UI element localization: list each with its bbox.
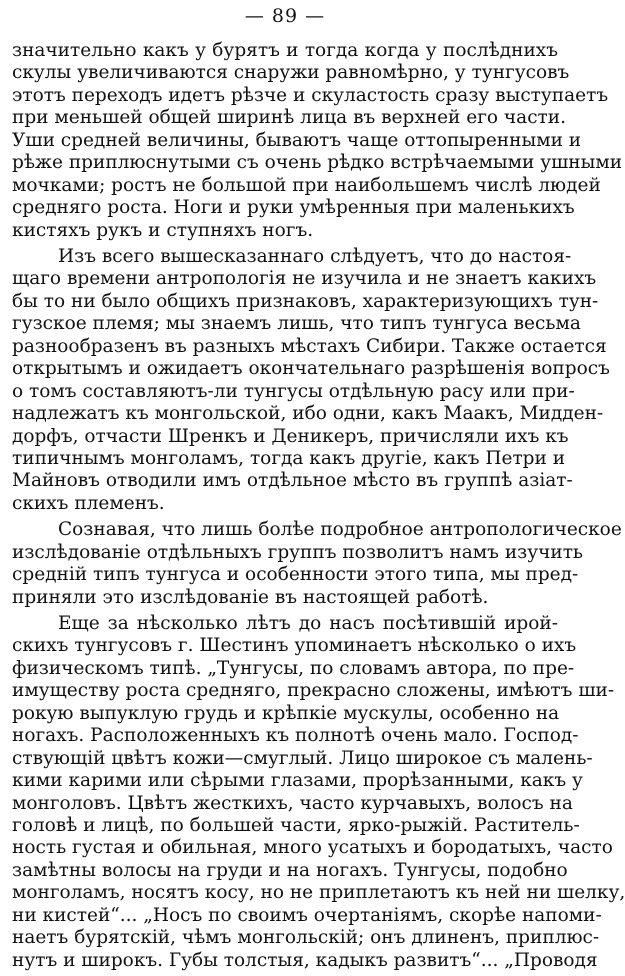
text-line: нутъ и широкъ. Губы толстыя, кадыкъ развитъ“... „Проводя xyxy=(12,949,598,971)
text-line: мочками; ростъ не большой при наибольшемъ числѣ людей xyxy=(12,174,601,196)
text-line: этотъ переходъ идетъ рѣзче и скуластость сразу выступаетъ xyxy=(12,84,609,106)
text-line: гузское племя; мы знаемъ лишь, что типъ тунгуса весьма xyxy=(12,313,581,335)
text-line: средняго роста. Ноги и руки умѣренныя при маленькихъ xyxy=(12,197,575,219)
text-line: при меньшей общей ширинѣ лица въ верхней его части. xyxy=(12,107,566,129)
text-line: Еще за нѣсколько лѣтъ до насъ посѣтившій ирой- xyxy=(58,613,558,634)
text-line: замѣтны волосы на груди и на ногахъ. Тунгусы, подобно xyxy=(12,859,568,881)
text-line: щаго времени антропологія не изучила и не знаетъ какихъ xyxy=(12,268,597,290)
text-line: физическомъ типѣ. „Тунгусы, по словамъ автора, по пре- xyxy=(12,657,575,679)
text-line: ность густая и обильная, много усатыхъ и бородатыхъ, часто xyxy=(12,837,613,859)
text-line: кистяхъ рукъ и ступняхъ ногъ. xyxy=(12,219,314,241)
text-line: бы то ни было общихъ признаковъ, характеризующихъ тун- xyxy=(12,290,599,312)
text-line: типичнымъ монголамъ, тогда какъ другіе, какъ Петри и xyxy=(12,447,566,469)
text-line: значительно какъ у бурятъ и тогда когда у послѣднихъ xyxy=(12,40,558,61)
text-line: головѣ и лицѣ, по большей части, ярко-рыжій. Раститель- xyxy=(12,814,580,836)
text-line: Изъ всего вышесказаннаго слѣдуетъ, что до настоя- xyxy=(58,246,572,267)
text-line: ствующій цвѣтъ кожи—смуглый. Лицо широкое съ малень- xyxy=(12,747,593,769)
text-line: рѣже приплюснутыми съ очень рѣдко встрѣчаемыми ушными xyxy=(12,152,623,174)
text-line: скихъ племенъ. xyxy=(12,492,165,514)
text-line: ногахъ. Расположенныхъ къ полнотѣ очень мало. Господ- xyxy=(12,725,579,747)
text-line: рокую выпуклую грудь и крѣпкіе мускулы, особенно на xyxy=(12,702,560,724)
text-line: изслѣдованіе отдѣльныхъ группъ позволитъ намъ изучить xyxy=(12,541,584,563)
text-line: кими карими или сѣрыми глазами, прорѣзанными, какъ у xyxy=(12,770,583,791)
text-line: скулы увеличиваются снаружи равномѣрно, у тунгусовъ xyxy=(12,62,570,84)
text-line: приняли это изслѣдованіе въ настоящей работѣ. xyxy=(12,586,489,608)
text-line: дорфъ, отчасти Шренкъ и Деникеръ, причисляли ихъ къ xyxy=(12,425,569,447)
text-line: Сознавая, что лишь болѣе подробное антропологическое xyxy=(58,519,622,541)
text-line: скихъ тунгусовъ г. Шестинъ упоминаетъ нѣсколько о ихъ xyxy=(12,635,577,657)
document-page xyxy=(12,0,625,976)
text-line: открытымъ и ожидаетъ окончательнаго разрѣшенія вопросъ xyxy=(12,358,610,380)
text-line: средній типъ тунгуса и особенности этого типа, мы пред- xyxy=(12,564,579,586)
text-line: наетъ бурятскій, чѣмъ монгольскій; онъ длиненъ, приплюс- xyxy=(12,927,600,949)
page-number: — 89 — xyxy=(244,5,326,27)
text-line: имуществу роста средняго, прекрасно сложены, имѣютъ ши- xyxy=(12,680,615,702)
text-line: разнообразенъ въ разныхъ мѣстахъ Сибири. Также остается xyxy=(12,335,607,357)
text-line: монголовъ. Цвѣтъ жесткихъ, часто курчавыхъ, волосъ на xyxy=(12,792,573,814)
text-line: ни кистей“... „Носъ по своимъ очертаніямъ, скорѣе напоми- xyxy=(12,904,602,926)
text-line: о томъ составляютъ-ли тунгусы отдѣльную расу или при- xyxy=(12,380,575,402)
text-line: надлежатъ къ монгольской, ибо одни, какъ Маакъ, Мидден- xyxy=(12,403,604,424)
text-line: Майновъ отводили имъ отдѣльное мѣсто въ группѣ азіат- xyxy=(12,470,573,492)
text-line: монголамъ, носятъ косу, но не приплетаютъ къ ней ни шелку, xyxy=(12,882,625,904)
text-line: Уши средней величины, бываютъ чаще оттопыренными и xyxy=(12,129,582,151)
